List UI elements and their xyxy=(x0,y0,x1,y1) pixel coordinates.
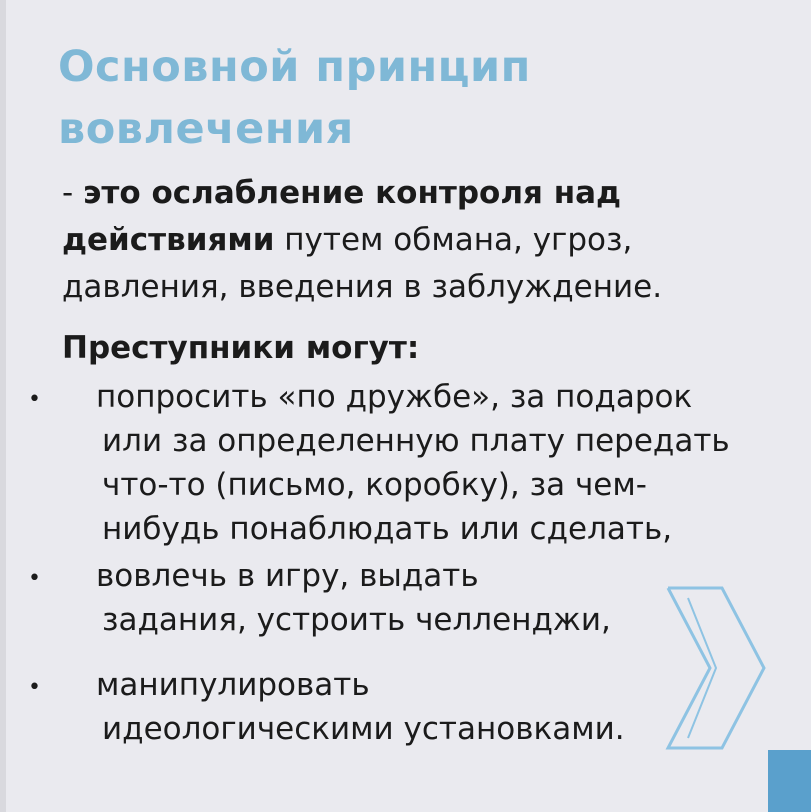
definition-line-1 xyxy=(62,170,782,217)
list-item-line: что-то (письмо, коробку), за чем- xyxy=(102,467,647,503)
bullet-icon: • xyxy=(28,387,41,412)
list-item-line: вовлечь в игру, выдать xyxy=(96,558,479,594)
left-edge-strip xyxy=(0,0,6,812)
list-heading: Преступники могут: xyxy=(62,330,420,366)
list-item-line: нибудь понаблюдать или сделать, xyxy=(102,511,673,547)
definition-rest-1: путем обмана, угроз, xyxy=(274,222,633,258)
list-item-text xyxy=(96,663,625,751)
definition-prefix: - xyxy=(62,175,84,211)
slide-title xyxy=(58,36,778,160)
list-item-line: задания, устроить челленджи, xyxy=(102,602,611,638)
title-line-2: вовлечения xyxy=(58,104,354,154)
bullet-icon: • xyxy=(28,566,41,591)
title-line-1: Основной принцип xyxy=(58,42,531,92)
bullet-icon: • xyxy=(28,675,41,700)
double-chevron-right-icon xyxy=(660,584,772,752)
list-item-text xyxy=(96,554,611,642)
definition-line-2 xyxy=(62,217,782,264)
definition-paragraph xyxy=(62,170,782,311)
definition-line-3: давления, введения в заблуждение. xyxy=(62,269,663,305)
list-item-text xyxy=(96,375,730,551)
list-item-line: манипулировать xyxy=(96,667,370,703)
list-item-line: попросить «по дружбе», за подарок xyxy=(96,379,693,415)
list-item-line: идеологическими установками. xyxy=(102,711,625,747)
definition-bold-1: это ослабление контроля над xyxy=(83,175,622,211)
accent-corner-block xyxy=(768,750,811,812)
list-item-line: или за определенную плату передать xyxy=(102,423,730,459)
definition-bold-2: действиями xyxy=(62,222,275,258)
